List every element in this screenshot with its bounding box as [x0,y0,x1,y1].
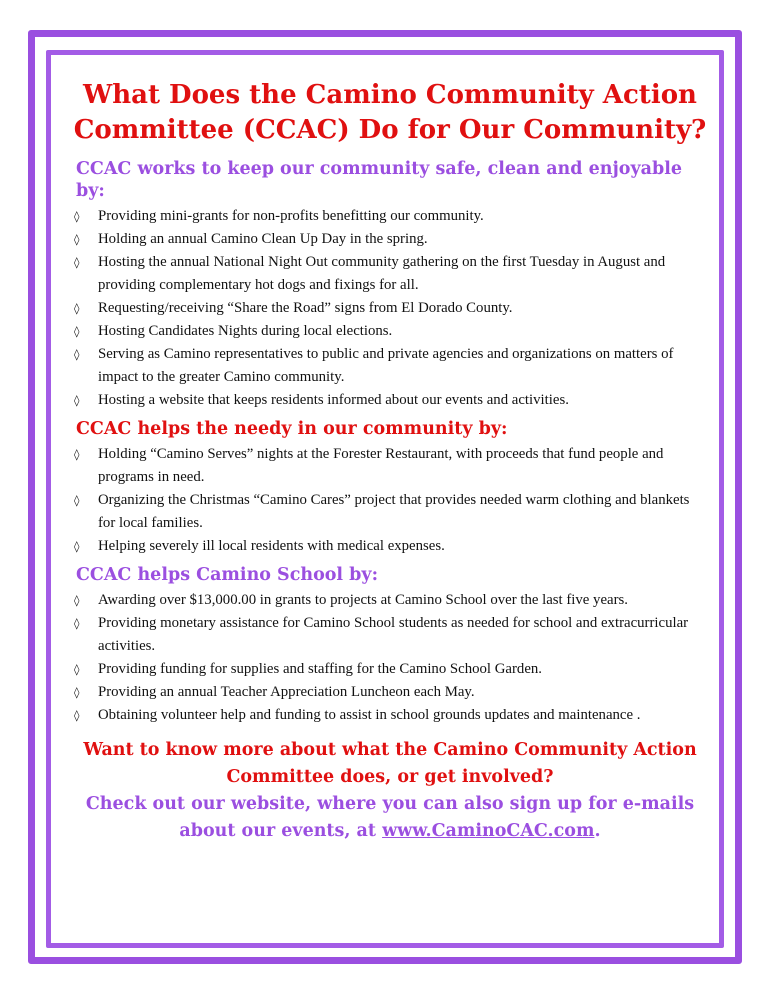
list-item-text: Requesting/receiving “Share the Road” signs from El Dorado County. [98,300,513,316]
list-item-text: Hosting Candidates Nights during local elections. [98,323,393,339]
list-item-text: Holding an annual Camino Clean Up Day in the spring. [98,231,428,247]
website-link[interactable]: www.CaminoCAC.com [382,821,595,841]
diamond-bullet-icon: ◊ [74,394,80,407]
section-heading: CCAC helps Camino School by: [76,565,379,585]
list-item-text: Serving as Camino representatives to public and private agencies and organizations on matters of impact to the greater Camino community. [98,346,674,385]
bullet-list [70,589,710,727]
diamond-bullet-icon: ◊ [74,594,80,607]
list-item [70,589,710,612]
flyer-content [70,72,710,845]
page-title: What Does the Camino Community Action Committee (CCAC) Do for Our Community? [73,80,707,145]
list-item-text: Helping severely ill local residents with medical expenses. [98,538,445,554]
list-item [70,320,710,343]
list-item [70,612,710,658]
list-item [70,443,710,489]
closing-question: Want to know more about what the Camino Community Action Committee does, or get involved? [83,740,697,787]
list-item-text: Providing mini-grants for non-profits benefitting our community. [98,208,484,224]
diamond-bullet-icon: ◊ [74,617,80,630]
closing-block [70,737,710,845]
list-item-text: Organizing the Christmas “Camino Cares” project that provides needed warm clothing and blankets for local families. [98,492,690,531]
diamond-bullet-icon: ◊ [74,540,80,553]
closing-cta [70,791,710,845]
list-item-text: Hosting a website that keeps residents informed about our events and activities. [98,392,569,408]
diamond-bullet-icon: ◊ [74,663,80,676]
list-item [70,251,710,297]
list-item-text: Providing an annual Teacher Appreciation Luncheon each May. [98,684,475,700]
list-item [70,205,710,228]
diamond-bullet-icon: ◊ [74,210,80,223]
sections-container [70,158,710,727]
list-item [70,489,710,535]
list-item-text: Awarding over $13,000.00 in grants to projects at Camino School over the last five years. [98,592,628,608]
list-item [70,681,710,704]
section-heading: CCAC works to keep our community safe, clean and enjoyable by: [76,159,682,201]
list-item [70,297,710,320]
list-item [70,389,710,412]
list-item-text: Obtaining volunteer help and funding to assist in school grounds updates and maintenance . [98,707,641,723]
list-item-text: Hosting the annual National Night Out community gathering on the first Tuesday in August and providing complementary hot dogs and fixings for all. [98,254,666,293]
diamond-bullet-icon: ◊ [74,348,80,361]
diamond-bullet-icon: ◊ [74,494,80,507]
list-item [70,343,710,389]
closing-end: . [594,821,601,841]
closing-cta-text: Check out our website, where you can also sign up for e-mails about our events, at [85,794,695,841]
section-heading: CCAC helps the needy in our community by: [76,419,508,439]
diamond-bullet-icon: ◊ [74,325,80,338]
bullet-list [70,443,710,558]
list-item [70,228,710,251]
diamond-bullet-icon: ◊ [74,448,80,461]
bullet-list [70,205,710,412]
diamond-bullet-icon: ◊ [74,709,80,722]
list-item-text: Providing monetary assistance for Camino School students as needed for school and extracurricular activities. [98,615,689,654]
list-item [70,658,710,681]
diamond-bullet-icon: ◊ [74,686,80,699]
list-item [70,535,710,558]
diamond-bullet-icon: ◊ [74,233,80,246]
diamond-bullet-icon: ◊ [74,302,80,315]
list-item-text: Holding “Camino Serves” nights at the Forester Restaurant, with proceeds that fund people and programs in need. [98,446,664,485]
list-item-text: Providing funding for supplies and staffing for the Camino School Garden. [98,661,542,677]
list-item [70,704,710,727]
diamond-bullet-icon: ◊ [74,256,80,269]
